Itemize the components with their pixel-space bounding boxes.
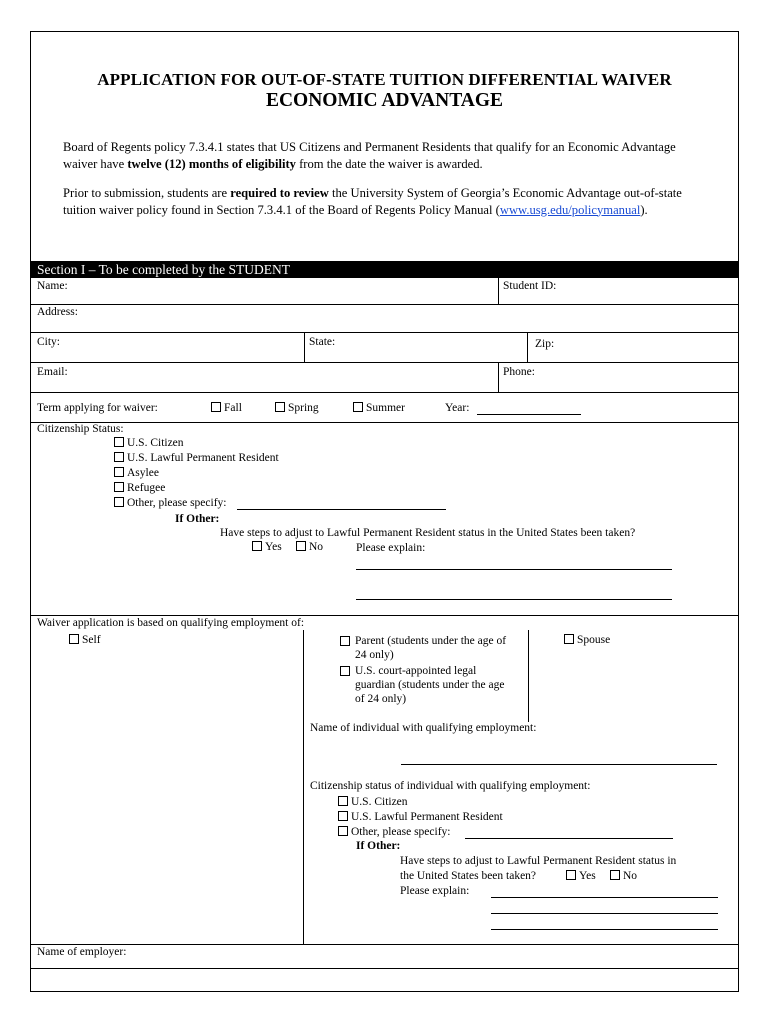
ind-cit-lpr-checkbox[interactable] <box>338 811 348 821</box>
student-id-label: Student ID: <box>503 280 557 292</box>
spouse-checkbox[interactable] <box>564 634 574 644</box>
spouse-option[interactable]: Spouse <box>564 634 610 646</box>
cit-other-option[interactable]: Other, please specify: <box>114 497 227 509</box>
cit-other-checkbox[interactable] <box>114 497 124 507</box>
year-field[interactable] <box>477 414 581 415</box>
ind-explain-line-2[interactable] <box>491 913 718 914</box>
cit-lpr-option[interactable]: U.S. Lawful Permanent Resident <box>114 452 279 464</box>
guardian-checkbox[interactable] <box>340 666 350 676</box>
ind-citizenship-label: Citizenship status of individual with qualifying employment: <box>310 780 591 792</box>
city-label: City: <box>37 336 61 348</box>
parent-option[interactable]: Parent (students under the age of 24 only) <box>340 634 520 662</box>
ind-steps-no-checkbox[interactable] <box>610 870 620 880</box>
self-checkbox[interactable] <box>69 634 79 644</box>
summer-checkbox[interactable] <box>353 402 363 412</box>
individual-name-field[interactable] <box>401 764 717 765</box>
parent-checkbox[interactable] <box>340 636 350 646</box>
ind-steps-no-option[interactable]: No <box>610 870 637 882</box>
term-fall-option[interactable]: Fall <box>211 402 242 414</box>
cit-us-option[interactable]: U.S. Citizen <box>114 437 184 449</box>
intro-paragraph-2: Prior to submission, students are required to review the University System of Georgia’s Economic Advantage out-of-state tuition waiver policy found in Section 7.3.4.1 of the Board of Regents Policy Manual (www.usg.edu/policymanual). <box>63 186 682 217</box>
steps-yes-option[interactable]: Yes <box>252 541 282 553</box>
section1-header: Section I – To be completed by the STUDENT <box>31 261 738 278</box>
steps-no-checkbox[interactable] <box>296 541 306 551</box>
waiver-basis-label: Waiver application is based on qualifying employment of: <box>37 617 305 629</box>
year-label: Year: <box>445 402 470 414</box>
ind-steps-question-2: the United States been taken? <box>400 870 537 882</box>
address-label: Address: <box>37 306 78 318</box>
ind-explain-line-1[interactable] <box>491 897 718 898</box>
steps-question: Have steps to adjust to Lawful Permanent Resident status in the United States been taken? <box>220 527 636 539</box>
cit-asylee-option[interactable]: Asylee <box>114 467 159 479</box>
cit-other-field[interactable] <box>237 509 446 510</box>
self-option[interactable]: Self <box>69 634 101 646</box>
guardian-option[interactable]: U.S. court-appointed legal guardian (students under the age of 24 only) <box>340 664 510 706</box>
explain-line-2[interactable] <box>356 599 672 600</box>
steps-no-option[interactable]: No <box>296 541 323 553</box>
form-title-line2: ECONOMIC ADVANTAGE <box>265 90 504 111</box>
fall-checkbox[interactable] <box>211 402 221 412</box>
policy-manual-link[interactable]: www.usg.edu/policymanual <box>499 202 641 217</box>
explain-line-1[interactable] <box>356 569 672 570</box>
phone-label: Phone: <box>503 366 535 378</box>
cit-lpr-checkbox[interactable] <box>114 452 124 462</box>
ind-if-other-label: If Other: <box>356 840 401 852</box>
term-spring-option[interactable]: Spring <box>275 402 319 414</box>
spring-checkbox[interactable] <box>275 402 285 412</box>
cit-us-checkbox[interactable] <box>114 437 124 447</box>
zip-label: Zip: <box>535 338 555 350</box>
form-title-line1: APPLICATION FOR OUT-OF-STATE TUITION DIFFERENTIAL WAIVER <box>97 70 672 89</box>
term-label: Term applying for waiver: <box>37 402 158 414</box>
ind-cit-lpr-option[interactable]: U.S. Lawful Permanent Resident <box>338 811 503 823</box>
form-page <box>30 31 739 992</box>
ind-explain-line-3[interactable] <box>491 929 718 930</box>
cit-asylee-checkbox[interactable] <box>114 467 124 477</box>
ind-cit-other-checkbox[interactable] <box>338 826 348 836</box>
please-explain-label: Please explain: <box>356 542 426 554</box>
ind-steps-question-1: Have steps to adjust to Lawful Permanent Resident status in <box>400 855 677 867</box>
if-other-label: If Other: <box>175 513 220 525</box>
ind-cit-other-field[interactable] <box>465 838 673 839</box>
cit-refugee-checkbox[interactable] <box>114 482 124 492</box>
ind-cit-us-option[interactable]: U.S. Citizen <box>338 796 408 808</box>
ind-cit-other-option[interactable]: Other, please specify: <box>338 826 451 838</box>
individual-name-label: Name of individual with qualifying employment: <box>310 722 537 734</box>
ind-cit-us-checkbox[interactable] <box>338 796 348 806</box>
citizenship-label: Citizenship Status: <box>37 423 124 435</box>
ind-steps-yes-checkbox[interactable] <box>566 870 576 880</box>
steps-yes-checkbox[interactable] <box>252 541 262 551</box>
intro-paragraph-1: Board of Regents policy 7.3.4.1 states that US Citizens and Permanent Residents that qualify for an Economic Advantage waiver have twelve (12) months of eligibility from the date the waiver is awarded. <box>63 140 676 171</box>
term-summer-option[interactable]: Summer <box>353 402 405 414</box>
email-label: Email: <box>37 366 68 378</box>
name-label: Name: <box>37 280 68 292</box>
cit-refugee-option[interactable]: Refugee <box>114 482 165 494</box>
employer-label: Name of employer: <box>37 946 127 958</box>
state-label: State: <box>309 336 336 348</box>
ind-steps-yes-option[interactable]: Yes <box>566 870 596 882</box>
ind-please-explain-label: Please explain: <box>400 885 470 897</box>
